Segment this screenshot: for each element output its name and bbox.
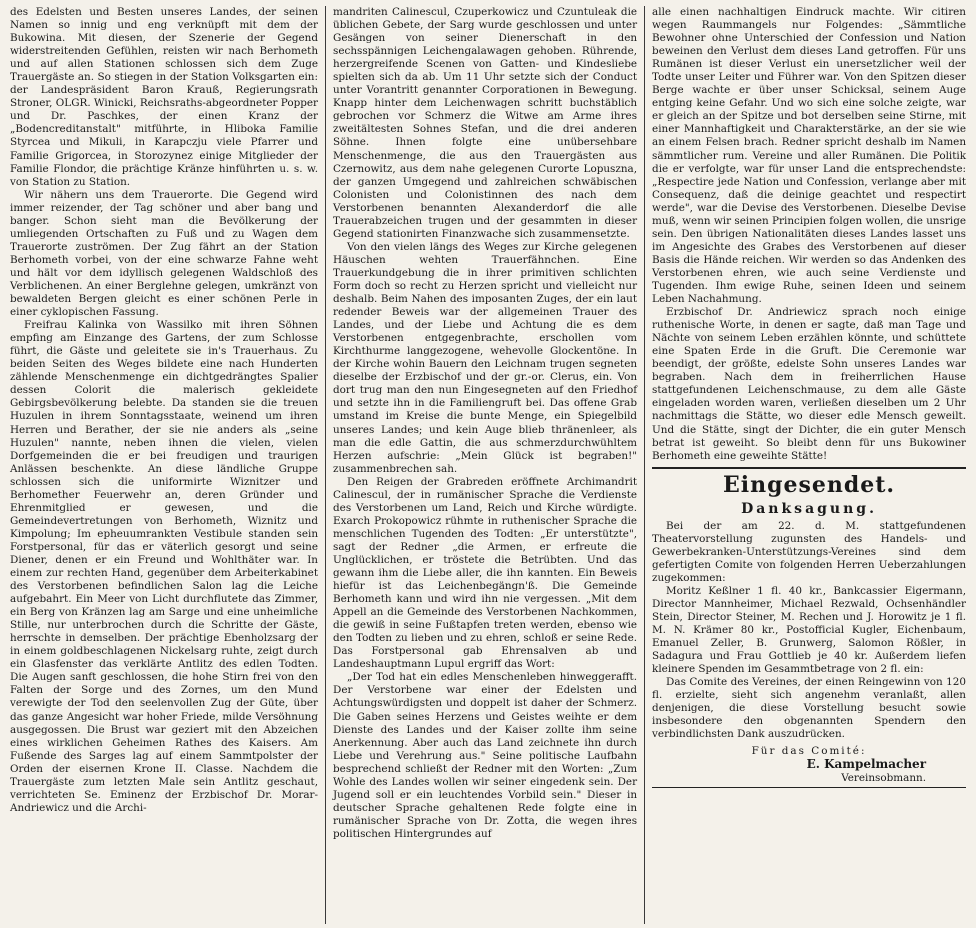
section-divider	[652, 787, 966, 788]
signature-name: E. Kampelmacher	[806, 757, 927, 772]
paragraph: Von den vielen längs des Weges zur Kirche gelegenen Häuschen wehten Trauerfähnchen. Eine Trauerkundgebung die in ihrer primitiven schlichten Form doch so recht zu Herzen spricht und vielleicht nur deshalb. Beim Nahen des imposanten Zuges, der ein laut redender Beweis war der allgemeinen Trauer des Landes, und der Liebe und Achtung die es dem Verstorbenen entgegenbrachte, erschollen vom Kirchthurme langgezogene, wehevolle Glockentöne. In der Kirche wohin Bauern den Leichnam trugen segneten dieselbe der Erzbischof und der gr.-or. Clerus, ein. Von dort trug man den nun Eingesegneten auf den Friedhof und setzte ihn in die Familiengruft bei. Das offene Grab umstand im Kreise die bunte Menge, ein Spiegelbild unseres Landes; und kein Auge blieb thränenleer, als man die edle Gattin, die aus schmerzdurchwühltem Herzen aufschrie: „Mein Glück ist begraben!" zusammenbrechen sah.	[333, 240, 638, 475]
section-heading: Eingesendet.	[722, 471, 896, 498]
paragraph: Das Comite des Vereines, der einen Reingewinn von 120 fl. erzielte, sieht sich angenehm veranlaßt, allen denjenigen, die diese Vorstellung besucht sowie insbesondere den obgenannten Spendern den verbindlichsten Dank auszudrücken.	[652, 676, 967, 741]
section-subheading: Danksagung.	[741, 500, 877, 517]
paragraph: alle einen nachhaltigen Eindruck machte. Wir citiren wegen Raummangels nur Folgendes: „Sämmtliche Bewohner ohne Unterschied der Confession und Nation beweinen den Verlust dem dieses Land getroffen. Für uns Rumänen ist dieser Verlust ein unersetzlicher weil der Todte unser Leiter und Führer war. Von den Spitzen dieser Berge wachte er über unser Schicksal, seinem Auge entging keine Gefahr. Und wo sich eine solche zeigte, war er gleich an der Spitze und bot derselben seine Stirne, mit einer Mannhaftigkeit und Charakterstärke, an der sie wie an einem Felsen brach. Redner spricht deshalb im Namen sämmtlicher rum. Vereine und aller Rumänen. Die Politik die er verfolgte, war für unser Land die entsprechendste: „Respectire jede Nation und Confession, verlange aber mit Consequenz, daß die deinige geachtet und respectirt werde", war die Devise des Verstorbenen. Dieselbe Devise muß, wenn wir seinen Principien folgen wollen, die unsrige sein. Den übrigen Nationalitäten dieses Landes lasset uns im Angesichte des Grabes des Verstorbenen auf dieser Basis die Hände reichen. Wir werden so das Andenken des Verstorbenen ehren, wie auch seine Verdienste und Tugenden. Ihm ewige Ruhe, seinen Ideen und seinem Leben Nachahmung.	[652, 6, 967, 306]
signature-title: Vereinsobmann.	[841, 771, 927, 784]
column-divider	[325, 6, 326, 924]
column-1	[4, 6, 324, 924]
column-3	[646, 6, 972, 924]
paragraph: Bei der am 22. d. M. stattgefundenen Theatervorstellung zugunsten des Handels- und Gewerbekranken-Unterstützungs-Vereines sind dem gefertigten Comite von folgenden Herren Ueberzahlungen zugekommen:	[652, 519, 967, 584]
paragraph: Moritz Keßlner 1 fl. 40 kr., Bankcassier Eigermann, Director Mannheimer, Michael Rezwald, Ochsenhändler Stein, Director Steiner, M. Rechen und J. Horowitz je 1 fl. M. N. Krämer 80 kr., Postofficial Kugler, Eichenbaum, Emanuel Zeller, B. Grunwerg, Salomon Rößler, in Sadagura und Frau Gottlieb je 40 kr. Außerdem liefen kleinere Spenden im Gesammtbetrage von 2 fl. ein:	[652, 584, 967, 676]
paragraph: „Der Tod hat ein edles Menschenleben hinweggerafft. Der Verstorbene war einer der Edelsten und Achtungswürdigsten und doppelt ist daher der Schmerz. Die Gaben seines Herzens und Geistes weihte er dem Dienste des Landes und der Kaiser zollte ihm seine Anerkennung. Aber auch das Land zeichnete ihn durch Liebe und Verehrung aus." Seine politische Laufbahn besprechend schließt der Redner mit den Worten: „Zum Wohle des Landes wollen wir seiner eingedenk sein. Der Jugend soll er ein leuchtendes Vorbild sein." Dieser in deutscher Sprache gehaltenen Rede folgte eine in rumänischer Sprache von Dr. Zotta, die wegen ihres politischen Hintergrundes auf	[333, 671, 638, 840]
paragraph: Erzbischof Dr. Andriewicz sprach noch einige ruthenische Worte, in denen er sagte, daß man Tage und Nächte von seinem Leben erzählen könnte, und schüttete eine Spaten Erde in die Gruft. Die Ceremonie war beendigt, der größte, edelste Sohn unseres Landes war begraben. Nach dem in freiherrlichen Hause stattgefundenen Leichenschmause, zu dem alle Gäste eingeladen worden waren, verließen dieselben um 2 Uhr nachmittags die Stätte, wo dieser edle Mensch geweilt. Und die Stätte, singt der Dichter, die ein guter Mensch betrat ist geweiht. So bleibt denn für uns Bukowiner Berhometh eine geweihte Stätte!	[652, 306, 967, 462]
paragraph: Den Reigen der Grabreden eröffnete Archimandrit Calinescul, der in rumänischer Sprache die Verdienste des Verstorbenen um Land, Reich und Kirche würdigte. Exarch Prokopowicz rühmte in ruthenischer Sprache die menschlichen Tugenden des Todten: „Er unterstützte", sagt der Redner „die Armen, er erfreute die Unglücklichen, er tröstete die Betrübten. Und das gewann ihm die Liebe aller, die ihn kannten. Ein Beweis hiefür ist das Leichenbegängn'ß. Die Gemeinde Berhometh kann und wird ihn nie vergessen. „Mit dem Appell an die Gemeinde des Verstorbenen Nachkommen, die gewiß in seine Fußtapfen treten werden, ebenso wie den Todten zu lieben und zu ehren, schloß er seine Rede. Das Forstpersonal gab Ehrensalven ab und Landeshauptmann Lupul ergriff das Wort:	[333, 475, 638, 671]
signature-intro: Für das Comité:	[751, 745, 867, 758]
paragraph: Wir nähern uns dem Trauerorte. Die Gegend wird immer reizender, der Tag schöner und aber bang und banger. Schon sieht man die Bevölkerung der umliegenden Ortschaften zu Fuß und zu Wagen dem Trauerorte zuströmen. Der Zug fährt an der Station Berhometh vorbei, von der eine schwarze Fahne weht und hält vor dem idyllisch gelegenen Waldschloß des Verblichenen. An einer Berglehne gelegen, umkränzt von bewaldeten Bergen gleicht es einer schönen Perle in einer cyklopischen Fassung.	[10, 188, 319, 319]
paragraph: mandriten Calinescul, Czuperkowicz und Czuntuleak die üblichen Gebete, der Sarg wurde geschlossen und unter Gesängen von seiner Dienerschaft in den sechsspännigen Leichengalawagen gehoben. Rührende, herzergreifende Scenen von Gatten- und Kindesliebe spielten sich da ab. Um 11 Uhr setzte sich der Conduct unter Vorantritt genannter Corporationen in Bewegung. Knapp hinter dem Leichenwagen schritt buchstäblich gebrochen vor Schmerz die Witwe am Arme ihres zweitältesten Sohnes Stefan, und die drei anderen Söhne. Ihnen folgte eine unübersehbare Menschenmenge, die aus den Trauergästen aus Czernowitz, aus dem nahe gelegenen Curorte Lopuszna, der ganzen Umgegend und zahlreichen schwäbischen Colonisten und Colonistinnen des nach dem Verstorbenen benannten Alexanderdorf die alle Trauerabzeichen trugen und der gesammten in dieser Gegend stationirten Finanzwache sich zusammensetzte.	[333, 6, 638, 240]
paragraph: Freifrau Kalinka von Wassilko mit ihren Söhnen empfing am Einzange des Gartens, der zum Schlosse führt, die Gäste und geleitete sie in's Trauerhaus. Zu beiden Seiten des Weges bildete eine nach Hunderten zählende Menschenmenge ein dichtgedrängtes Spalier dessen Colorit die malerisch gekleidete Gebirgsbevölkerung belebte. Da standen sie die treuen Huzulen in ihrem Sonntagsstaate, weinend um ihren Herren und Berather, der sie nie anders als „seine Huzulen" nannte, neben ihnen die vielen, vielen Dorfgemeinden die er bei freudigen und traurigen Anlässen beschenkte. An diese ländliche Gruppe schlossen sich die uniformirte Wiznitzer und Berhomether Feuerwehr an, deren Gründer und Ehrenmitglied er gewesen, und die Gemeindevertretungen von Berhometh, Wiznitz und Kimpolung; Im epheuumrankten Vestibule standen sein Forstpersonal, für das er väterlich gesorgt und seine Diener, denen er ein Freund und Wohlthäter war. In einem zur rechten Hand, gegenüber dem Arbeiterkabinet des Verstorbenen befindlichen Salon lag die Leiche aufgebahrt. Ein Meer von Licht durchflutete das Zimmer, ein Berg von Kränzen lag am Sarge und eine unheimliche Stille, nur unterbrochen durch die Schritte der Gäste, herrschte in demselben. Der prächtige Ebenholzsarg der in einem goldbeschlagenen Nickelsarg ruhte, zeigt durch ein Glasfenster das verklärte Antlitz des edlen Todten. Die Augen sanft geschlossen, die hohe Stirn frei von den Falten der Sorge und des Zornes, um den Mund verewigte der Tod den seelenvollen Zug der Güte, über das ganze Angesicht war hoher Friede, milde Versöhnung ausgegossen. Die Brust war geziert mit den Abzeichen eines wirklichen Geheimen Rathes des Kaisers. Am Fußende des Sarges lag auf einem Sammtpolster der Orden der eisernen Krone II. Classe. Nachdem die Trauergäste zum letzten Male sein Antlitz geschaut, verrichteten Se. Eminenz der Erzbischof Dr. Morar-Andriewicz und die Archi-	[10, 319, 319, 814]
column-2	[327, 6, 643, 924]
column-divider	[644, 6, 645, 924]
paragraph: des Edelsten und Besten unseres Landes, der seinen Namen so innig und eng verknüpft mit dem der Bukowina. Mit diesen, der Szenerie der Gegend widerstreitenden Gefühlen, reisten wir nach Berhometh und auf allen Stationen schlossen sich dem Zuge Trauergäste an. So stiegen in der Station Volksgarten ein: der Landespräsident Baron Krauß, Regierungsrath Stroner, OLGR. Winicki, Reichsraths-abgeordneter Popper und Dr. Paschkes, der einen Kranz der „Bodencreditanstalt" mitführte, in Hliboka Familie Styrcea und Mikuli, in Karapczju viele Pfarrer und Familie Grigorcea, in Storozynez einige Mitglieder der Familie Flondor, die prächtige Kränze hinführten u. s. w. von Station zu Station.	[10, 6, 319, 188]
section-divider	[652, 467, 966, 469]
